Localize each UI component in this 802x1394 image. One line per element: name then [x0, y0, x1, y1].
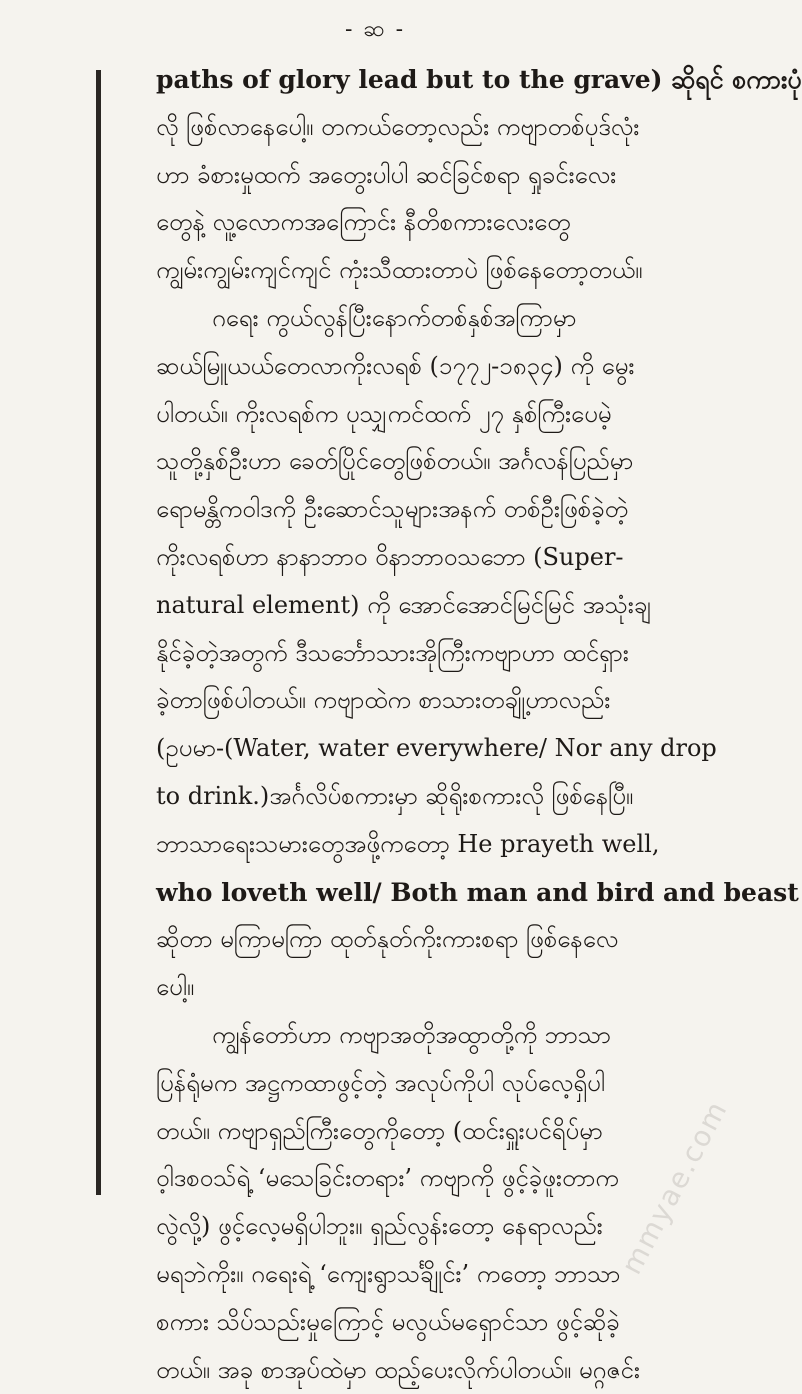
text-line: ပါတယ်။ ကိုးလရစ်က ပုသျှကင်ထက် ၂၇ နှစ်ကြီးပေမဲ့: [156, 399, 612, 428]
text-line: စကား သိပ်သည်းမှုကြောင့် မလွယ်မရှောင်သာ ဖွင့်ဆိုခဲ့: [156, 1307, 620, 1336]
text-line: ဝ့ါဒစဝသ်ရဲ့ ‘မသေခြင်းတရား’ ကဗျာကို ဖွင့်ခဲ့ဖူးတာက: [156, 1164, 619, 1193]
text-line: မရဘဲကိုး။ ဂရေးရဲ့ ‘ကျေးရွာသင်္ချိုင်း’ ကတော့ ဘာသာ: [156, 1259, 621, 1288]
text-line: ပြန်ရုံမက အဋ္ဌကထာဖွင့်တဲ့ အလုပ်ကိုပါ လုပ်လေ့ရှိပါ: [156, 1068, 605, 1097]
text-line: လွဲလို့) ဖွင့်လေ့မရှိပါဘူး။ ရှည်လွန်းတော့ နေရာလည်း: [156, 1212, 603, 1241]
text-line: ဟာ ခံစားမှုထက် အတွေးပါပါ ဆင်ခြင်စရာ ရှုခင်းလေး: [156, 160, 617, 189]
text-line: ဆယ်မြူယယ်တေလာကိုးလရစ် (၁၇၇၂-၁၈၃၄) ကို မွေး: [156, 351, 635, 380]
text-line: ကိုးလရစ်ဟာ နာနာဘာဝ ဝိနာဘာဝသဘော (Super-: [156, 542, 624, 571]
text-line: to drink.)အင်္ဂလိပ်စကားမှာ ဆိုရိုးစကားလို ဖြစ်နေပြီ။: [156, 781, 634, 810]
text-line: ဘာသာရေးသမားတွေအဖို့ကတော့ He prayeth well,: [156, 829, 660, 858]
margin-rule: [96, 70, 101, 1195]
text-line: တွေနဲ့ လူ့လောကအကြောင်း နီတိစကားလေးတွေ: [156, 208, 571, 237]
text-line: နိုင်ခဲ့တဲ့အတွက် ဒီသင်္ဘောသားအိုကြီးကဗျာဟာ ထင်ရှား: [156, 638, 629, 667]
text-line: ကျွန်တော်ဟာ ကဗျာအတိုအထွာတို့ကို ဘာသာ: [212, 1020, 611, 1049]
text-line: ခဲ့တာဖြစ်ပါတယ်။ ကဗျာထဲက စာသားတချို့ဟာလည်း: [156, 686, 611, 715]
text-line: who loveth well/ Both man and bird and beast: [156, 877, 799, 907]
watermark: mmyae.com: [614, 1094, 734, 1280]
text-line: paths of glory lead but to the grave) ဆိုရင် စကားပုံ: [156, 65, 802, 94]
text-line: ပေါ့။: [156, 973, 195, 1002]
text-line: natural element) ကို အောင်အောင်မြင်မြင် အသုံးချ: [156, 590, 652, 619]
text-line: သူတို့နှစ်ဦးဟာ ခေတ်ပြိုင်တွေဖြစ်တယ်။ အင်္ဂလန်ပြည်မှာ: [156, 447, 634, 476]
text-line: ဂရေး ကွယ်လွန်ပြီးနောက်တစ်နှစ်အကြာမှာ: [212, 303, 577, 332]
text-line: လို ဖြစ်လာနေပေါ့။ တကယ်တော့လည်း ကဗျာတစ်ပုဒ်လုံး: [156, 112, 640, 141]
page-number: - ဆ -: [344, 17, 406, 42]
text-line: ကျွမ်းကျွမ်းကျင်ကျင် ကုံးသီထားတာပဲ ဖြစ်နေတော့တယ်။: [156, 256, 643, 285]
text-line: တယ်။ အခု စာအုပ်ထဲမှာ ထည့်ပေးလိုက်ပါတယ်။ မဂ္ဂဇင်း: [156, 1355, 640, 1384]
text-line: (ဥပမာ-(Water, water everywhere/ Nor any drop: [156, 734, 717, 763]
text-line: ရောမန္တိကဝါဒကို ဦးဆောင်သူများအနက် တစ်ဦးဖြစ်ခဲ့တဲ့: [156, 495, 629, 524]
text-line: တယ်။ ကဗျာရှည်ကြီးတွေကိုတော့ (ထင်းရှူးပင်ရိပ်မှာ: [156, 1116, 603, 1145]
text-line: ဆိုတာ မကြာမကြာ ထုတ်နုတ်ကိုးကားစရာ ဖြစ်နေလေ: [156, 925, 619, 954]
